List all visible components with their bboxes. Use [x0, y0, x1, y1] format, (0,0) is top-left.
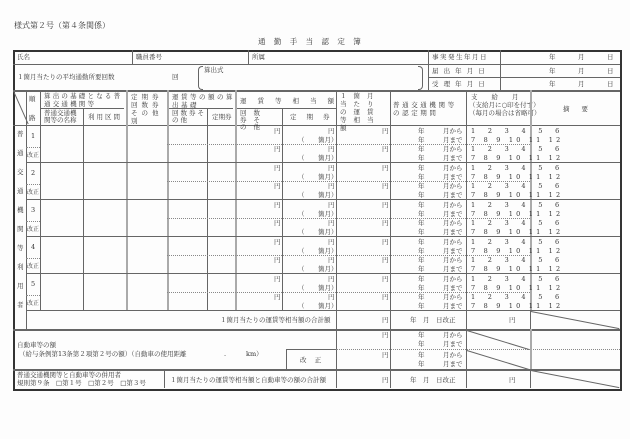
divider	[26, 221, 40, 222]
yen-unit: 円	[328, 256, 335, 264]
yen-unit: 円	[382, 351, 389, 359]
paren: （	[298, 228, 305, 236]
months-bottom[interactable]: 7 8 9 10 11 12	[471, 173, 564, 181]
year-unit: 年	[418, 275, 425, 283]
combined-total-field[interactable]	[338, 370, 378, 387]
yen-unit: 円	[382, 376, 389, 384]
year-unit: 年	[418, 182, 425, 190]
divider	[530, 310, 531, 329]
avg-days-field[interactable]	[140, 70, 170, 82]
yen-unit: 円	[274, 201, 281, 209]
transport-name-field[interactable]	[41, 200, 82, 235]
monthly-total-field[interactable]	[338, 311, 378, 328]
car-label: 自動車等の額	[17, 341, 56, 349]
km-unit: km）	[246, 350, 263, 358]
side-label-char: 用	[17, 282, 24, 290]
from-unit: 月から	[443, 145, 463, 153]
divider	[428, 50, 429, 90]
divider	[466, 90, 467, 388]
months-top[interactable]: 1 2 3 4 5 6	[471, 238, 565, 246]
side-label-char: 通	[17, 187, 24, 195]
months-unit: 箇月）	[318, 136, 338, 144]
revision-date-label: 年 月 日改正	[410, 316, 456, 324]
col-remarks: 摘要	[563, 105, 600, 113]
ticket-type-field[interactable]	[128, 274, 166, 309]
paren: （	[298, 191, 305, 199]
divider	[26, 258, 40, 259]
paren: （	[298, 265, 305, 273]
paren: （	[298, 247, 305, 255]
months-bottom[interactable]: 7 8 9 10 11 12	[471, 191, 564, 199]
months-bottom[interactable]: 7 8 9 10 11 12	[471, 302, 564, 310]
months-top[interactable]: 1 2 3 4 5 6	[471, 182, 565, 190]
year-unit: 年	[418, 210, 425, 218]
year-label: 年	[549, 67, 556, 75]
yen-unit: 円	[382, 256, 389, 264]
to-unit: 月まで	[443, 210, 463, 218]
divider	[235, 90, 237, 310]
yen-unit: 円	[382, 316, 389, 324]
from-unit: 月から	[443, 256, 463, 264]
section-field[interactable]	[84, 237, 125, 272]
row-no: 1	[31, 132, 36, 140]
section-field[interactable]	[84, 200, 125, 235]
transport-name-field[interactable]	[41, 274, 82, 309]
day-label: 日	[607, 53, 614, 61]
months-unit: 箇月）	[318, 154, 338, 162]
from-unit: 月から	[443, 182, 463, 190]
yen-unit: 円	[274, 293, 281, 301]
side-label-char: 普	[17, 130, 24, 138]
distance-field[interactable]	[200, 348, 244, 358]
col-payment-month: 支給月	[471, 93, 533, 101]
divider	[336, 90, 337, 388]
yen-unit: 円	[274, 164, 281, 172]
from-unit: 月から	[443, 219, 463, 227]
year-unit: 年	[418, 173, 425, 181]
col-period: 普通交通機関等の認定期間	[393, 101, 457, 117]
yen-unit: 円	[274, 238, 281, 246]
yen-unit: 円	[382, 238, 389, 246]
months-unit: 箇月）	[318, 210, 338, 218]
paren: （	[298, 154, 305, 162]
from-unit: 月から	[443, 331, 463, 339]
col-fare-basis: 運賃等の額の算出基礎	[172, 93, 235, 109]
divider	[282, 108, 283, 310]
divider	[26, 184, 40, 185]
row-no: 3	[31, 206, 36, 214]
bracket-left	[198, 66, 203, 90]
year-unit: 年	[418, 293, 425, 301]
paren: （	[298, 302, 305, 310]
side-label-char: 利	[17, 263, 24, 271]
row-no: 5	[31, 280, 36, 288]
col-section: 利用区間	[88, 113, 122, 121]
from-unit: 月から	[443, 201, 463, 209]
col-transport-name: 普通交通機関等の名称	[44, 109, 77, 124]
months-unit: 箇月）	[318, 302, 338, 310]
month-label: 月	[578, 80, 585, 88]
times-unit: 回	[172, 73, 179, 81]
paren: （	[298, 284, 305, 292]
ticket-type-field[interactable]	[128, 126, 166, 161]
form-number: 様式第２号（第４条関係）	[14, 21, 110, 30]
months-unit: 箇月）	[318, 191, 338, 199]
divider	[167, 90, 169, 310]
months-top[interactable]: 1 2 3 4 5 6	[471, 127, 565, 135]
year-unit: 年	[418, 351, 425, 359]
row-revise-label: 改正	[27, 263, 40, 270]
yen-unit: 円	[382, 219, 389, 227]
col-route-2: 路	[29, 114, 36, 122]
divider	[164, 369, 165, 388]
col-fare-coupon-other: 回数券その他	[240, 109, 267, 131]
months-top[interactable]: 1 2 3 4 5 6	[471, 201, 565, 209]
combined-rule-label[interactable]: 規則第９条 □第１号 □第２号 □第３号	[17, 379, 146, 387]
yen-unit: 円	[509, 376, 516, 384]
col-payment-note1: （支給月に○印を付す）	[469, 101, 540, 109]
staff-no-field[interactable]	[165, 51, 245, 63]
day-label: 日	[607, 67, 614, 75]
divider	[13, 329, 620, 331]
from-unit: 月から	[443, 238, 463, 246]
yen-unit: 円	[509, 316, 516, 324]
divider	[286, 349, 287, 369]
months-top[interactable]: 1 2 3 4 5 6	[471, 164, 565, 172]
year-unit: 年	[418, 302, 425, 310]
to-unit: 月まで	[443, 340, 463, 348]
to-unit: 月まで	[443, 173, 463, 181]
divider	[286, 349, 336, 350]
to-unit: 月まで	[443, 136, 463, 144]
yen-unit: 円	[274, 219, 281, 227]
car-sublabel: （給与条例第13条第２項第２号の額）（自動車の使用距離	[19, 350, 187, 358]
dept-field[interactable]	[268, 51, 426, 63]
receipt-date-label: 受 理 年 月 日	[432, 80, 487, 88]
months-bottom[interactable]: 7 8 9 10 11 12	[471, 136, 564, 144]
divider	[390, 90, 391, 388]
yen-unit: 円	[328, 219, 335, 227]
to-unit: 月まで	[443, 265, 463, 273]
from-unit: 月から	[443, 293, 463, 301]
divider	[530, 329, 532, 369]
from-unit: 月から	[443, 127, 463, 135]
formula-label: 算出式	[204, 66, 224, 74]
col-fare-commuter: 定期券	[290, 113, 340, 121]
divider	[248, 50, 249, 64]
months-bottom[interactable]: 7 8 9 10 11 12	[471, 228, 564, 236]
bracket-right	[418, 66, 423, 90]
yen-unit: 円	[382, 164, 389, 172]
col-payment-note2: （毎月の場合は省略可）	[469, 109, 541, 117]
from-unit: 月から	[443, 275, 463, 283]
year-unit: 年	[418, 201, 425, 209]
monthly-total-label: １箇月当たりの運賃等相当額の合計額	[220, 316, 331, 324]
name-field[interactable]	[30, 51, 130, 63]
yen-unit: 円	[328, 238, 335, 246]
months-top[interactable]: 1 2 3 4 5 6	[471, 275, 565, 283]
yen-unit: 円	[328, 164, 335, 172]
yen-unit: 円	[382, 145, 389, 153]
year-unit: 年	[418, 238, 425, 246]
year-unit: 年	[418, 136, 425, 144]
to-unit: 月まで	[443, 154, 463, 162]
col-coupon-other: 回数券その他	[172, 109, 206, 124]
months-top[interactable]: 1 2 3 4 5 6	[471, 256, 565, 264]
year-unit: 年	[418, 164, 425, 172]
year-label: 年	[549, 53, 556, 61]
page-title: 通 勤 手 当 認 定 簿	[258, 37, 364, 46]
months-bottom[interactable]: 7 8 9 10 11 12	[471, 265, 564, 273]
year-unit: 年	[418, 256, 425, 264]
yen-unit: 円	[274, 182, 281, 190]
dept-label: 所属	[252, 53, 265, 61]
months-unit: 箇月）	[318, 173, 338, 181]
months-unit: 箇月）	[318, 247, 338, 255]
year-unit: 年	[418, 127, 425, 135]
month-label: 月	[578, 67, 585, 75]
to-unit: 月まで	[443, 360, 463, 368]
submit-date-field[interactable]	[502, 65, 618, 76]
year-unit: 年	[418, 360, 425, 368]
section-field[interactable]	[84, 126, 125, 161]
fact-date-label: 事実発生年月日	[432, 53, 488, 61]
section-field[interactable]	[84, 274, 125, 309]
months-top[interactable]: 1 2 3 4 5 6	[471, 219, 565, 227]
year-unit: 年	[418, 191, 425, 199]
row-no: 2	[31, 169, 36, 177]
yen-unit: 円	[328, 127, 335, 135]
yen-unit: 円	[274, 275, 281, 283]
to-unit: 月まで	[443, 284, 463, 292]
divider	[132, 50, 133, 64]
car-revised-amount-field[interactable]	[338, 350, 378, 368]
yen-unit: 円	[328, 145, 335, 153]
receipt-date-field[interactable]	[502, 78, 618, 89]
divider	[530, 369, 531, 388]
row-no: 4	[31, 243, 36, 251]
yen-unit: 円	[274, 127, 281, 135]
from-unit: 月から	[443, 164, 463, 172]
car-revise-label: 改 正	[300, 356, 325, 364]
revision-date-label: 年 月 日改正	[410, 376, 456, 384]
yen-unit: 円	[328, 293, 335, 301]
divider	[500, 50, 501, 90]
month-label: 月	[578, 53, 585, 61]
months-unit: 箇月）	[318, 284, 338, 292]
from-unit: 月から	[443, 351, 463, 359]
yen-unit: 円	[328, 201, 335, 209]
row-revise-label: 改正	[27, 152, 40, 159]
months-bottom[interactable]: 7 8 9 10 11 12	[471, 154, 564, 162]
side-label-char: 者	[17, 301, 24, 309]
yen-unit: 円	[382, 331, 389, 339]
combined-total-label: １箇月当たりの運賃等相当額と自動車等の額の合計額	[170, 376, 326, 384]
yen-unit: 円	[382, 293, 389, 301]
yen-unit: 円	[382, 275, 389, 283]
paren: （	[298, 210, 305, 218]
divider	[530, 162, 620, 163]
side-label-char: 機	[17, 206, 24, 214]
to-unit: 月まで	[443, 302, 463, 310]
to-unit: 月まで	[443, 191, 463, 199]
col-fare-equiv: 運賃等相当額	[240, 97, 345, 105]
submit-date-label: 届 出 年 月 日	[432, 67, 487, 75]
year-unit: 年	[418, 154, 425, 162]
paren: （	[298, 173, 305, 181]
year-unit: 年	[418, 219, 425, 227]
car-amount-field[interactable]	[338, 330, 378, 348]
fact-date-field[interactable]	[502, 51, 618, 63]
yen-unit: 円	[382, 127, 389, 135]
yen-unit: 円	[382, 182, 389, 190]
months-bottom[interactable]: 7 8 9 10 11 12	[471, 247, 564, 255]
yen-unit: 円	[328, 182, 335, 190]
year-unit: 年	[418, 284, 425, 292]
year-unit: 年	[418, 331, 425, 339]
side-label-char: 等	[17, 244, 24, 252]
months-unit: 箇月）	[318, 265, 338, 273]
to-unit: 月まで	[443, 247, 463, 255]
divider	[336, 349, 620, 350]
row-revise-label: 改正	[27, 226, 40, 233]
side-label-char: 関	[17, 225, 24, 233]
avg-days-label: １箇月当たりの平均通勤所要回数	[17, 73, 115, 81]
paren: （	[298, 136, 305, 144]
year-unit: 年	[418, 247, 425, 255]
ticket-type-field[interactable]	[128, 237, 166, 272]
months-top[interactable]: 1 2 3 4 5 6	[471, 145, 565, 153]
distance-separator: .	[224, 350, 227, 358]
divider	[26, 90, 27, 329]
transport-name-field[interactable]	[41, 126, 82, 161]
side-label-char: 交	[17, 168, 24, 176]
ticket-type-field[interactable]	[128, 200, 166, 235]
col-route-1: 順	[29, 95, 36, 103]
transport-name-field[interactable]	[41, 163, 82, 198]
combined-label: 普通交通機関等と自動車等の併用者	[17, 371, 121, 379]
year-unit: 年	[418, 145, 425, 153]
yen-unit: 円	[274, 145, 281, 153]
yen-unit: 円	[274, 256, 281, 264]
col-monthly-fare: １箇月当たりの運賃等相当額	[340, 92, 381, 132]
year-unit: 年	[418, 228, 425, 236]
row-revise-label: 改正	[27, 189, 40, 196]
ticket-type-field[interactable]	[128, 163, 166, 198]
months-bottom[interactable]: 7 8 9 10 11 12	[471, 284, 564, 292]
name-label: 氏名	[17, 53, 30, 61]
divider	[207, 108, 208, 310]
year-unit: 年	[418, 340, 425, 348]
section-field[interactable]	[84, 163, 125, 198]
row-revise-label: 改正	[27, 300, 40, 307]
months-bottom[interactable]: 7 8 9 10 11 12	[471, 210, 564, 218]
staff-no-label: 職員番号	[136, 53, 162, 61]
yen-unit: 円	[382, 201, 389, 209]
col-ticket-type: 定期券回数券その他別	[131, 93, 163, 125]
divider	[26, 295, 40, 296]
months-unit: 箇月）	[318, 228, 338, 236]
months-top[interactable]: 1 2 3 4 5 6	[471, 293, 565, 301]
col-basis-transport: 算出の基礎となる普通交通機関等	[44, 92, 123, 108]
transport-name-field[interactable]	[41, 237, 82, 272]
side-label-char: 通	[17, 149, 24, 157]
year-label: 年	[549, 80, 556, 88]
to-unit: 月まで	[443, 228, 463, 236]
day-label: 日	[607, 80, 614, 88]
formula-field[interactable]	[206, 74, 416, 86]
divider	[26, 147, 40, 148]
year-unit: 年	[418, 265, 425, 273]
col-commuter-pass: 定期券	[212, 113, 232, 121]
yen-unit: 円	[328, 275, 335, 283]
